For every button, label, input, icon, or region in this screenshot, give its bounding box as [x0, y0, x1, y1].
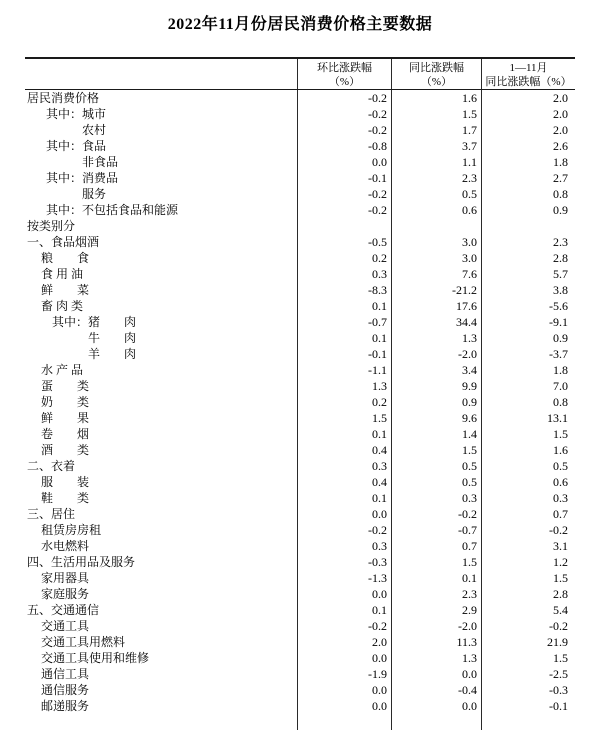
yoy-value: 7.6	[392, 266, 482, 282]
ytd-value: -0.1	[549, 699, 568, 713]
ytd-value: -3.7	[549, 347, 568, 361]
yoy-value: -0.7	[392, 522, 482, 538]
ytd-value: 1.5	[553, 651, 568, 665]
mom-value: 0.3	[298, 538, 392, 554]
cpi-table	[25, 57, 575, 730]
mom-value: 0.3	[298, 458, 392, 474]
mom-value: 0.0	[298, 682, 392, 698]
row-label: 其中：城市	[25, 106, 298, 122]
yoy-value: 0.5	[392, 458, 482, 474]
table-row	[25, 378, 575, 394]
table-row	[25, 426, 575, 442]
yoy-value: 0.0	[392, 666, 482, 682]
row-label: 交通工具使用和维修	[25, 650, 298, 666]
mom-value: 0.0	[298, 154, 392, 170]
yoy-value: 1.5	[392, 554, 482, 570]
ytd-value: -0.2	[549, 619, 568, 633]
mom-value: 2.0	[298, 634, 392, 650]
ytd-value: 1.8	[553, 155, 568, 169]
yoy-value: 0.6	[392, 202, 482, 218]
row-label: 一、食品烟酒	[25, 234, 298, 250]
mom-value: 0.0	[298, 650, 392, 666]
ytd-value: -0.3	[549, 683, 568, 697]
ytd-value	[482, 714, 575, 730]
column-header-yoy-line1: 同比涨跌幅	[409, 62, 464, 74]
mom-value: -0.8	[298, 138, 392, 154]
row-label	[25, 714, 298, 730]
ytd-value: 1.8	[553, 363, 568, 377]
ytd-value: 2.0	[553, 91, 568, 105]
table-header-row	[25, 57, 575, 90]
ytd-value: 2.8	[553, 587, 568, 601]
mom-value: 0.1	[298, 602, 392, 618]
table-row	[25, 282, 575, 298]
table-row	[25, 586, 575, 602]
mom-value: -0.2	[298, 618, 392, 634]
mom-value: -0.1	[298, 170, 392, 186]
ytd-value: 0.3	[553, 491, 568, 505]
yoy-value: -0.2	[392, 506, 482, 522]
yoy-value: 0.5	[392, 474, 482, 490]
ytd-value: 0.6	[553, 475, 568, 489]
row-label: 交通工具	[25, 618, 298, 634]
table-row	[25, 506, 575, 522]
yoy-value: 1.4	[392, 426, 482, 442]
row-label: 四、生活用品及服务	[25, 554, 298, 570]
table-row	[25, 186, 575, 202]
mom-value: 1.5	[298, 410, 392, 426]
mom-value: 0.4	[298, 442, 392, 458]
table-row	[25, 266, 575, 282]
ytd-value: 1.5	[553, 571, 568, 585]
table-row-cutoff	[25, 714, 575, 730]
page-title: 2022年11月份居民消费价格主要数据	[167, 16, 433, 33]
mom-value: 0.1	[298, 490, 392, 506]
mom-value: -0.2	[298, 186, 392, 202]
row-label: 通信服务	[25, 682, 298, 698]
table-row	[25, 410, 575, 426]
ytd-value: 2.6	[553, 139, 568, 153]
column-header-ytd-line2: 同比涨跌幅（%）	[485, 76, 572, 88]
ytd-value: 2.8	[553, 251, 568, 265]
yoy-value: 3.0	[392, 234, 482, 250]
row-label: 农村	[25, 122, 298, 138]
table-row	[25, 442, 575, 458]
yoy-value	[392, 714, 482, 730]
yoy-value: 0.9	[392, 394, 482, 410]
mom-value: 0.1	[298, 426, 392, 442]
mom-value	[298, 714, 392, 730]
row-label: 食 用 油	[25, 266, 298, 282]
mom-value: -0.5	[298, 234, 392, 250]
mom-value: 0.4	[298, 474, 392, 490]
ytd-value: 7.0	[553, 379, 568, 393]
mom-value: 0.0	[298, 506, 392, 522]
mom-value: 0.0	[298, 698, 392, 714]
mom-value: -0.2	[298, 122, 392, 138]
table-body	[25, 90, 575, 730]
mom-value: 1.3	[298, 378, 392, 394]
yoy-value: 34.4	[392, 314, 482, 330]
table-row	[25, 122, 575, 138]
yoy-value: 3.0	[392, 250, 482, 266]
ytd-value: 1.6	[553, 443, 568, 457]
row-label: 交通工具用燃料	[25, 634, 298, 650]
row-label: 通信工具	[25, 666, 298, 682]
row-label: 畜 肉 类	[25, 298, 298, 314]
row-label: 其中：食品	[25, 138, 298, 154]
yoy-value: 1.7	[392, 122, 482, 138]
ytd-value: 5.7	[553, 267, 568, 281]
row-label: 蛋 类	[25, 378, 298, 394]
ytd-value: 0.8	[553, 187, 568, 201]
row-label: 居民消费价格	[25, 90, 298, 106]
yoy-value: 9.9	[392, 378, 482, 394]
table-row	[25, 154, 575, 170]
ytd-value: 0.9	[553, 203, 568, 217]
table-row	[25, 554, 575, 570]
mom-value: -0.3	[298, 554, 392, 570]
mom-value: -0.2	[298, 522, 392, 538]
row-label: 服 装	[25, 474, 298, 490]
yoy-value: 1.3	[392, 650, 482, 666]
mom-value: -0.2	[298, 90, 392, 106]
yoy-value: -21.2	[392, 282, 482, 298]
yoy-value: 0.5	[392, 186, 482, 202]
table-row	[25, 602, 575, 618]
mom-value: -0.2	[298, 106, 392, 122]
yoy-value: 17.6	[392, 298, 482, 314]
row-label: 酒 类	[25, 442, 298, 458]
row-label: 三、居住	[25, 506, 298, 522]
yoy-value: -2.0	[392, 346, 482, 362]
ytd-value: 2.7	[553, 171, 568, 185]
column-header-category	[25, 59, 298, 89]
yoy-value: 3.7	[392, 138, 482, 154]
table-row	[25, 138, 575, 154]
row-label: 奶 类	[25, 394, 298, 410]
table-row	[25, 330, 575, 346]
ytd-value: 5.4	[553, 603, 568, 617]
ytd-value: 2.0	[553, 107, 568, 121]
table-row	[25, 698, 575, 714]
row-label: 其中：消费品	[25, 170, 298, 186]
ytd-value: 0.5	[553, 459, 568, 473]
column-header-yoy-line2: （%）	[420, 76, 453, 88]
ytd-value: -0.2	[549, 523, 568, 537]
table-row	[25, 314, 575, 330]
ytd-value: 0.9	[553, 331, 568, 345]
ytd-value: 13.1	[547, 411, 568, 425]
table-row	[25, 298, 575, 314]
row-label: 羊 肉	[25, 346, 298, 362]
ytd-value: 3.8	[553, 283, 568, 297]
row-label: 家庭服务	[25, 586, 298, 602]
table-row	[25, 202, 575, 218]
yoy-value	[392, 218, 482, 234]
ytd-value: -9.1	[549, 315, 568, 329]
table-row	[25, 666, 575, 682]
yoy-value: 1.3	[392, 330, 482, 346]
mom-value: -0.2	[298, 202, 392, 218]
ytd-value: 0.8	[553, 395, 568, 409]
ytd-value: 21.9	[547, 635, 568, 649]
row-label: 非食品	[25, 154, 298, 170]
column-header-yoy	[392, 59, 482, 89]
table-row	[25, 90, 575, 106]
yoy-value: -2.0	[392, 618, 482, 634]
mom-value: 0.2	[298, 250, 392, 266]
table-row	[25, 570, 575, 586]
table-row	[25, 170, 575, 186]
table-row	[25, 250, 575, 266]
mom-value: -1.3	[298, 570, 392, 586]
yoy-value: 2.3	[392, 586, 482, 602]
row-label: 服务	[25, 186, 298, 202]
table-row	[25, 522, 575, 538]
table-row	[25, 218, 575, 234]
yoy-value: 9.6	[392, 410, 482, 426]
table-row	[25, 618, 575, 634]
yoy-value: 1.1	[392, 154, 482, 170]
mom-value: -1.1	[298, 362, 392, 378]
table-row	[25, 458, 575, 474]
row-label: 水 产 品	[25, 362, 298, 378]
yoy-value: 2.9	[392, 602, 482, 618]
row-label: 邮递服务	[25, 698, 298, 714]
mom-value: -0.1	[298, 346, 392, 362]
mom-value: 0.0	[298, 586, 392, 602]
table-row	[25, 362, 575, 378]
row-label: 粮 食	[25, 250, 298, 266]
column-header-mom-line1: 环比涨跌幅	[317, 62, 372, 74]
row-label: 五、交通通信	[25, 602, 298, 618]
ytd-value: -2.5	[549, 667, 568, 681]
mom-value: 0.1	[298, 330, 392, 346]
yoy-value: 2.3	[392, 170, 482, 186]
row-label: 按类别分	[25, 218, 298, 234]
yoy-value: 0.3	[392, 490, 482, 506]
table-row	[25, 650, 575, 666]
row-label: 牛 肉	[25, 330, 298, 346]
row-label: 鲜 菜	[25, 282, 298, 298]
ytd-value: 3.1	[553, 539, 568, 553]
yoy-value: 1.6	[392, 90, 482, 106]
column-header-mom-line2: （%）	[328, 76, 361, 88]
yoy-value: 0.0	[392, 698, 482, 714]
yoy-value: 1.5	[392, 106, 482, 122]
row-label: 卷 烟	[25, 426, 298, 442]
ytd-value	[482, 218, 575, 234]
yoy-value: 1.5	[392, 442, 482, 458]
row-label: 鲜 果	[25, 410, 298, 426]
mom-value: 0.3	[298, 266, 392, 282]
row-label: 其中：不包括食品和能源	[25, 202, 298, 218]
yoy-value: 11.3	[392, 634, 482, 650]
column-header-ytd-line1: 1—11月	[509, 62, 548, 74]
table-row	[25, 538, 575, 554]
row-label: 租赁房房租	[25, 522, 298, 538]
yoy-value: 0.1	[392, 570, 482, 586]
table-row	[25, 106, 575, 122]
mom-value: 0.2	[298, 394, 392, 410]
row-label: 二、衣着	[25, 458, 298, 474]
yoy-value: 0.7	[392, 538, 482, 554]
ytd-value: 1.2	[553, 555, 568, 569]
yoy-value: 3.4	[392, 362, 482, 378]
row-label: 鞋 类	[25, 490, 298, 506]
ytd-value: -5.6	[549, 299, 568, 313]
row-label: 水电燃料	[25, 538, 298, 554]
ytd-value: 0.7	[553, 507, 568, 521]
table-row	[25, 490, 575, 506]
table-row	[25, 394, 575, 410]
table-row	[25, 682, 575, 698]
column-header-mom	[298, 59, 392, 89]
mom-value: -0.7	[298, 314, 392, 330]
table-row	[25, 346, 575, 362]
mom-value: -1.9	[298, 666, 392, 682]
table-row	[25, 234, 575, 250]
column-header-ytd	[482, 59, 575, 89]
ytd-value: 1.5	[553, 427, 568, 441]
ytd-value: 2.0	[553, 123, 568, 137]
table-row	[25, 634, 575, 650]
mom-value: 0.1	[298, 298, 392, 314]
yoy-value: -0.4	[392, 682, 482, 698]
ytd-value: 2.3	[553, 235, 568, 249]
row-label: 家用器具	[25, 570, 298, 586]
row-label: 其中：猪 肉	[25, 314, 298, 330]
mom-value: -8.3	[298, 282, 392, 298]
table-row	[25, 474, 575, 490]
mom-value	[298, 218, 392, 234]
